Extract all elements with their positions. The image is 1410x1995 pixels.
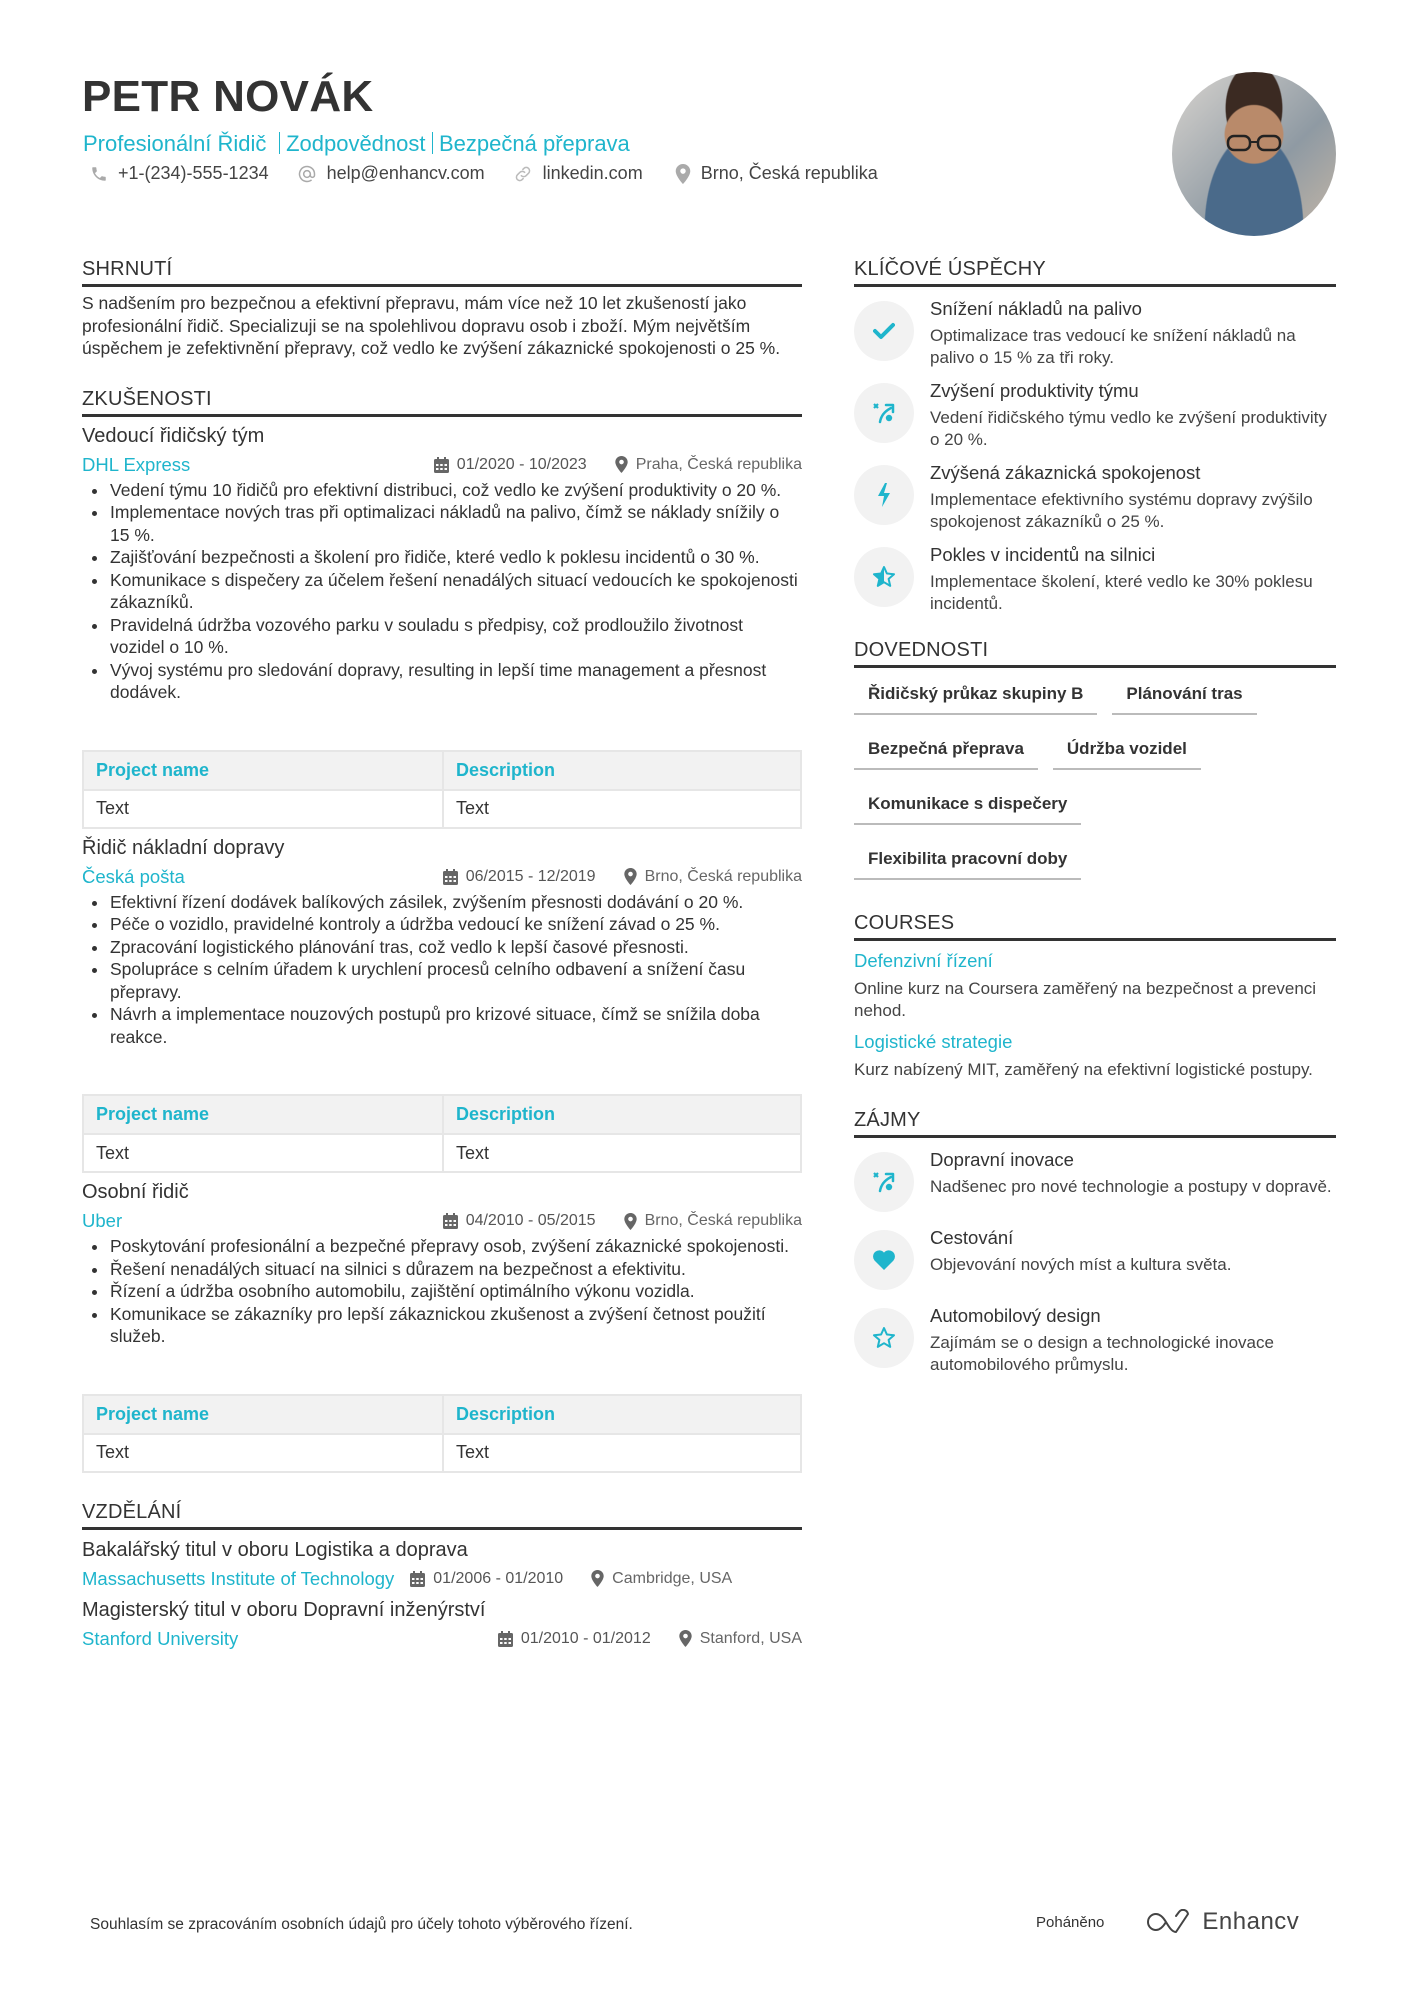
skill-tag: Komunikace s dispečery: [854, 786, 1081, 825]
education-meta: [82, 1568, 802, 1590]
location-pin-icon: [624, 868, 637, 885]
interest-title: Automobilový design: [930, 1305, 1101, 1326]
company-name: Uber: [82, 1210, 123, 1231]
interest-desc: Zajímám se o design a technologické inovace automobilového průmyslu.: [930, 1333, 1274, 1374]
education-location: [679, 1630, 802, 1648]
table-header: Project name: [83, 1095, 443, 1134]
bullet: Poskytování profesionální a bezpečné přepravy osob, zvýšení zákaznické spokojenosti.: [82, 1235, 802, 1258]
achievement-desc: Optimalizace tras vedoucí ke snížení nákladů na palivo o 15 % za tři roky.: [930, 326, 1296, 367]
phone-text: +1-(234)-555-1234: [118, 163, 269, 183]
star-outline-icon: [854, 1308, 914, 1368]
table-cell: Text: [443, 1434, 801, 1472]
interest-item: [854, 1148, 1336, 1212]
contact-phone[interactable]: [90, 163, 269, 184]
experience-item: [82, 837, 802, 1174]
location-pin-icon: [591, 1570, 604, 1587]
bullet: Efektivní řízení dodávek balíkových zásilek, zvýšením přesnosti dodávání o 20 %.: [82, 891, 802, 914]
job-bullets: [82, 891, 802, 1049]
job-location: [624, 868, 802, 886]
project-table: [82, 1094, 802, 1173]
location-text: Brno, Česká republika: [644, 867, 802, 885]
bullet: Komunikace se zákazníky pro lepší zákaznickou zkušenost a zvýšení četnost použití služeb.: [82, 1303, 802, 1348]
calendar-icon: [443, 1213, 458, 1229]
location-text: Brno, Česká republika: [700, 163, 878, 183]
section-title-education: VZDĚLÁNÍ: [82, 1501, 802, 1530]
education-item: [82, 1599, 802, 1650]
education-location: [591, 1570, 732, 1588]
degree-title: Magisterský titul v oboru Dopravní inženýrství: [82, 1598, 486, 1621]
tagline-divider: [279, 132, 281, 154]
summary-text: S nadšením pro bezpečnou a efektivní přepravu, mám více než 10 let zkušeností jako profesionální řidič. Specializuji se na spolehlivou dopravu osob i zboží. Mým největším úspěchem je zefektivnění přepravy, což vedlo ke zvýšení zákaznické spokojenosti o 25 %.: [82, 293, 781, 358]
skill-tag: Bezpečná přeprava: [854, 731, 1038, 770]
consent-text: Souhlasím se zpracováním osobních údajů pro účely tohoto výběrového řízení.: [90, 1916, 633, 1933]
job-title: Řidič nákladní dopravy: [82, 836, 285, 859]
enhancv-logo-icon: [1144, 1909, 1192, 1935]
date-range: 06/2015 - 12/2019: [465, 867, 596, 885]
interest-item: [854, 1304, 1336, 1376]
interest-desc: Objevování nových míst a kultura světa.: [930, 1255, 1232, 1274]
brand-name: Enhancv: [1202, 1908, 1300, 1935]
achievement-desc: Implementace efektivního systému dopravy zvýšilo spokojenost zákazníků o 25 %.: [930, 490, 1313, 531]
at-icon: [297, 164, 317, 184]
bullet: Pravidelná údržba vozového parku v souladu s předpisy, což prodloužilo životnost vozidel o 10 %.: [82, 614, 802, 659]
education-item: [82, 1539, 802, 1590]
course-item: [854, 950, 1336, 1022]
skills-list: [854, 676, 1336, 896]
link-icon: [513, 164, 533, 184]
tagline: [83, 131, 630, 157]
job-title: Osobní řidič: [82, 1181, 189, 1203]
section-title-achievements: KLÍČOVÉ ÚSPĚCHY: [854, 258, 1336, 287]
job-dates: [434, 456, 587, 474]
job-location: [624, 1212, 802, 1230]
date-range: 01/2010 - 01/2012: [520, 1629, 651, 1647]
school-name: Stanford University: [82, 1627, 239, 1649]
job-location: [615, 456, 802, 474]
interest-item: [854, 1226, 1336, 1290]
contact-linkedin[interactable]: [513, 163, 643, 184]
achievement-title: Zvýšení produktivity týmu: [930, 380, 1139, 401]
section-title-interests: ZÁJMY: [854, 1109, 1336, 1138]
bullet: Zpracování logistického plánování tras, což vedlo k lepší časové přesnosti.: [82, 936, 802, 959]
table-header: Project name: [83, 1395, 443, 1434]
location-pin-icon: [675, 164, 691, 184]
course-title: Defenzivní řízení: [854, 950, 993, 971]
job-dates: [443, 868, 596, 886]
experience-item: [82, 1181, 802, 1473]
tagline-part: Bezpečná přeprava: [439, 131, 630, 156]
education-dates: [498, 1630, 651, 1648]
job-meta: [82, 1210, 802, 1232]
bullet: Implementace nových tras při optimalizaci nákladů na palivo, čímž se náklady snížily o 15 %.: [82, 501, 802, 546]
powered-by-label: Poháněno: [1036, 1913, 1105, 1931]
interest-title: Dopravní inovace: [930, 1149, 1074, 1170]
experience-item: [82, 425, 802, 829]
achievement-title: Snížení nákladů na palivo: [930, 298, 1142, 319]
calendar-icon: [498, 1631, 513, 1647]
location-text: Cambridge, USA: [612, 1569, 733, 1587]
achievement-desc: Vedení řidičského týmu vedlo ke zvýšení produktivity o 20 %.: [930, 408, 1327, 449]
bullet: Návrh a implementace nouzových postupů pro krizové situace, čímž se snížila doba reakce.: [82, 1003, 802, 1048]
project-table: [82, 750, 802, 829]
powered-by[interactable]: [1036, 1908, 1299, 1936]
location-text: Stanford, USA: [699, 1629, 802, 1647]
education-meta: [82, 1628, 802, 1650]
table-header: Project name: [83, 751, 443, 790]
glasses-detail: [1226, 134, 1282, 152]
location-pin-icon: [624, 1213, 637, 1230]
interest-title: Cestování: [930, 1227, 1014, 1248]
calendar-icon: [434, 457, 449, 473]
bullet: Řízení a údržba osobního automobilu, zajištění optimálního výkonu vozidla.: [82, 1280, 802, 1303]
project-table: [82, 1394, 802, 1473]
achievement-item: [854, 297, 1336, 369]
job-meta: [82, 866, 802, 888]
location-pin-icon: [679, 1630, 692, 1647]
right-column: [854, 258, 1336, 1376]
achievement-item: [854, 379, 1336, 451]
degree-title: Bakalářský titul v oboru Logistika a doprava: [82, 1538, 468, 1561]
date-range: 01/2006 - 01/2010: [433, 1569, 564, 1587]
table-header: Description: [443, 751, 801, 790]
bullet: Vývoj systému pro sledování dopravy, resulting in lepší time management a přesnost dodávek.: [82, 659, 802, 704]
bullet: Zajišťování bezpečnosti a školení pro řidiče, které vedlo k poklesu incidentů o 30 %.: [82, 546, 802, 569]
candidate-name: PETR NOVÁK: [82, 72, 374, 121]
table-cell: Text: [83, 1134, 443, 1172]
contact-location: [675, 163, 878, 184]
bullet: Péče o vozidlo, pravidelné kontroly a údržba vedoucí ke snížení závad o 25 %.: [82, 913, 802, 936]
heart-icon: [854, 1230, 914, 1290]
contact-bar: [90, 163, 906, 184]
phone-icon: [90, 165, 108, 183]
table-cell: Text: [443, 1134, 801, 1172]
profile-photo: [1172, 72, 1336, 236]
table-header: Description: [443, 1095, 801, 1134]
location-text: Praha, Česká republika: [635, 455, 802, 473]
achievement-item: [854, 543, 1336, 615]
email-text: help@enhancv.com: [326, 163, 485, 183]
date-range: 01/2020 - 10/2023: [456, 455, 587, 473]
table-cell: Text: [83, 1434, 443, 1472]
tagline-divider: [432, 132, 434, 154]
section-title-courses: COURSES: [854, 912, 1336, 941]
table-cell: Text: [443, 790, 801, 828]
achievement-item: [854, 461, 1336, 533]
course-desc: Kurz nabízený MIT, zaměřený na efektivní logistické postupy.: [854, 1060, 1313, 1079]
section-title-skills: DOVEDNOSTI: [854, 639, 1336, 668]
school-name: Massachusetts Institute of Technology: [82, 1567, 395, 1589]
skill-tag: Flexibilita pracovní doby: [854, 841, 1081, 880]
company-name: Česká pošta: [82, 865, 185, 887]
job-bullets: [82, 1235, 802, 1348]
course-desc: Online kurz na Coursera zaměřený na bezpečnost a prevenci nehod.: [854, 979, 1317, 1020]
achievement-title: Zvýšená zákaznická spokojenost: [930, 462, 1201, 483]
job-title: Vedoucí řidičský tým: [82, 424, 265, 447]
bullet: Vedení týmu 10 řidičů pro efektivní distribuci, což vedlo ke zvýšení produktivity o 20 %.: [82, 479, 802, 502]
job-bullets: [82, 479, 802, 704]
bullet: Spolupráce s celním úřadem k urychlení procesů celního odbavení a snížení času přepravy.: [82, 958, 802, 1003]
company-name: DHL Express: [82, 453, 191, 475]
skill-tag: Řidičský průkaz skupiny B: [854, 676, 1097, 715]
job-meta: [82, 454, 802, 476]
job-dates: [443, 1212, 596, 1230]
table-header: Description: [443, 1395, 801, 1434]
education-dates: [410, 1570, 563, 1588]
location-text: Brno, Česká republika: [644, 1212, 802, 1229]
check-icon: [854, 301, 914, 361]
table-cell: Text: [83, 790, 443, 828]
linkedin-text: linkedin.com: [542, 163, 643, 183]
skill-tag: Údržba vozidel: [1053, 731, 1201, 770]
bolt-icon: [854, 465, 914, 525]
tagline-part: Zodpovědnost: [286, 131, 426, 156]
bullet: Řešení nenadálých situací na silnici s důrazem na bezpečnost a efektivitu.: [82, 1258, 802, 1281]
course-item: [854, 1031, 1336, 1081]
interest-desc: Nadšenec pro nové technologie a postupy v dopravě.: [930, 1177, 1332, 1196]
half-star-icon: [854, 547, 914, 607]
tagline-part: Profesionální Řidič: [83, 131, 267, 156]
calendar-icon: [410, 1571, 425, 1587]
contact-email[interactable]: [297, 163, 485, 184]
section-title-summary: SHRNUTÍ: [82, 258, 802, 287]
skill-tag: Plánování tras: [1112, 676, 1256, 715]
achievement-desc: Implementace školení, které vedlo ke 30% poklesu incidentů.: [930, 572, 1313, 613]
section-title-experience: ZKUŠENOSTI: [82, 388, 802, 417]
strategy-icon: [854, 383, 914, 443]
achievement-title: Pokles v incidentů na silnici: [930, 544, 1156, 565]
bullet: Komunikace s dispečery za účelem řešení nenadálých situací vedoucích ke spokojenosti zákazníků.: [82, 569, 802, 614]
left-column: [82, 258, 802, 1650]
date-range: 04/2010 - 05/2015: [465, 1212, 596, 1229]
calendar-icon: [443, 869, 458, 885]
course-title: Logistické strategie: [854, 1031, 1013, 1052]
location-pin-icon: [615, 456, 628, 473]
strategy-icon: [854, 1152, 914, 1212]
